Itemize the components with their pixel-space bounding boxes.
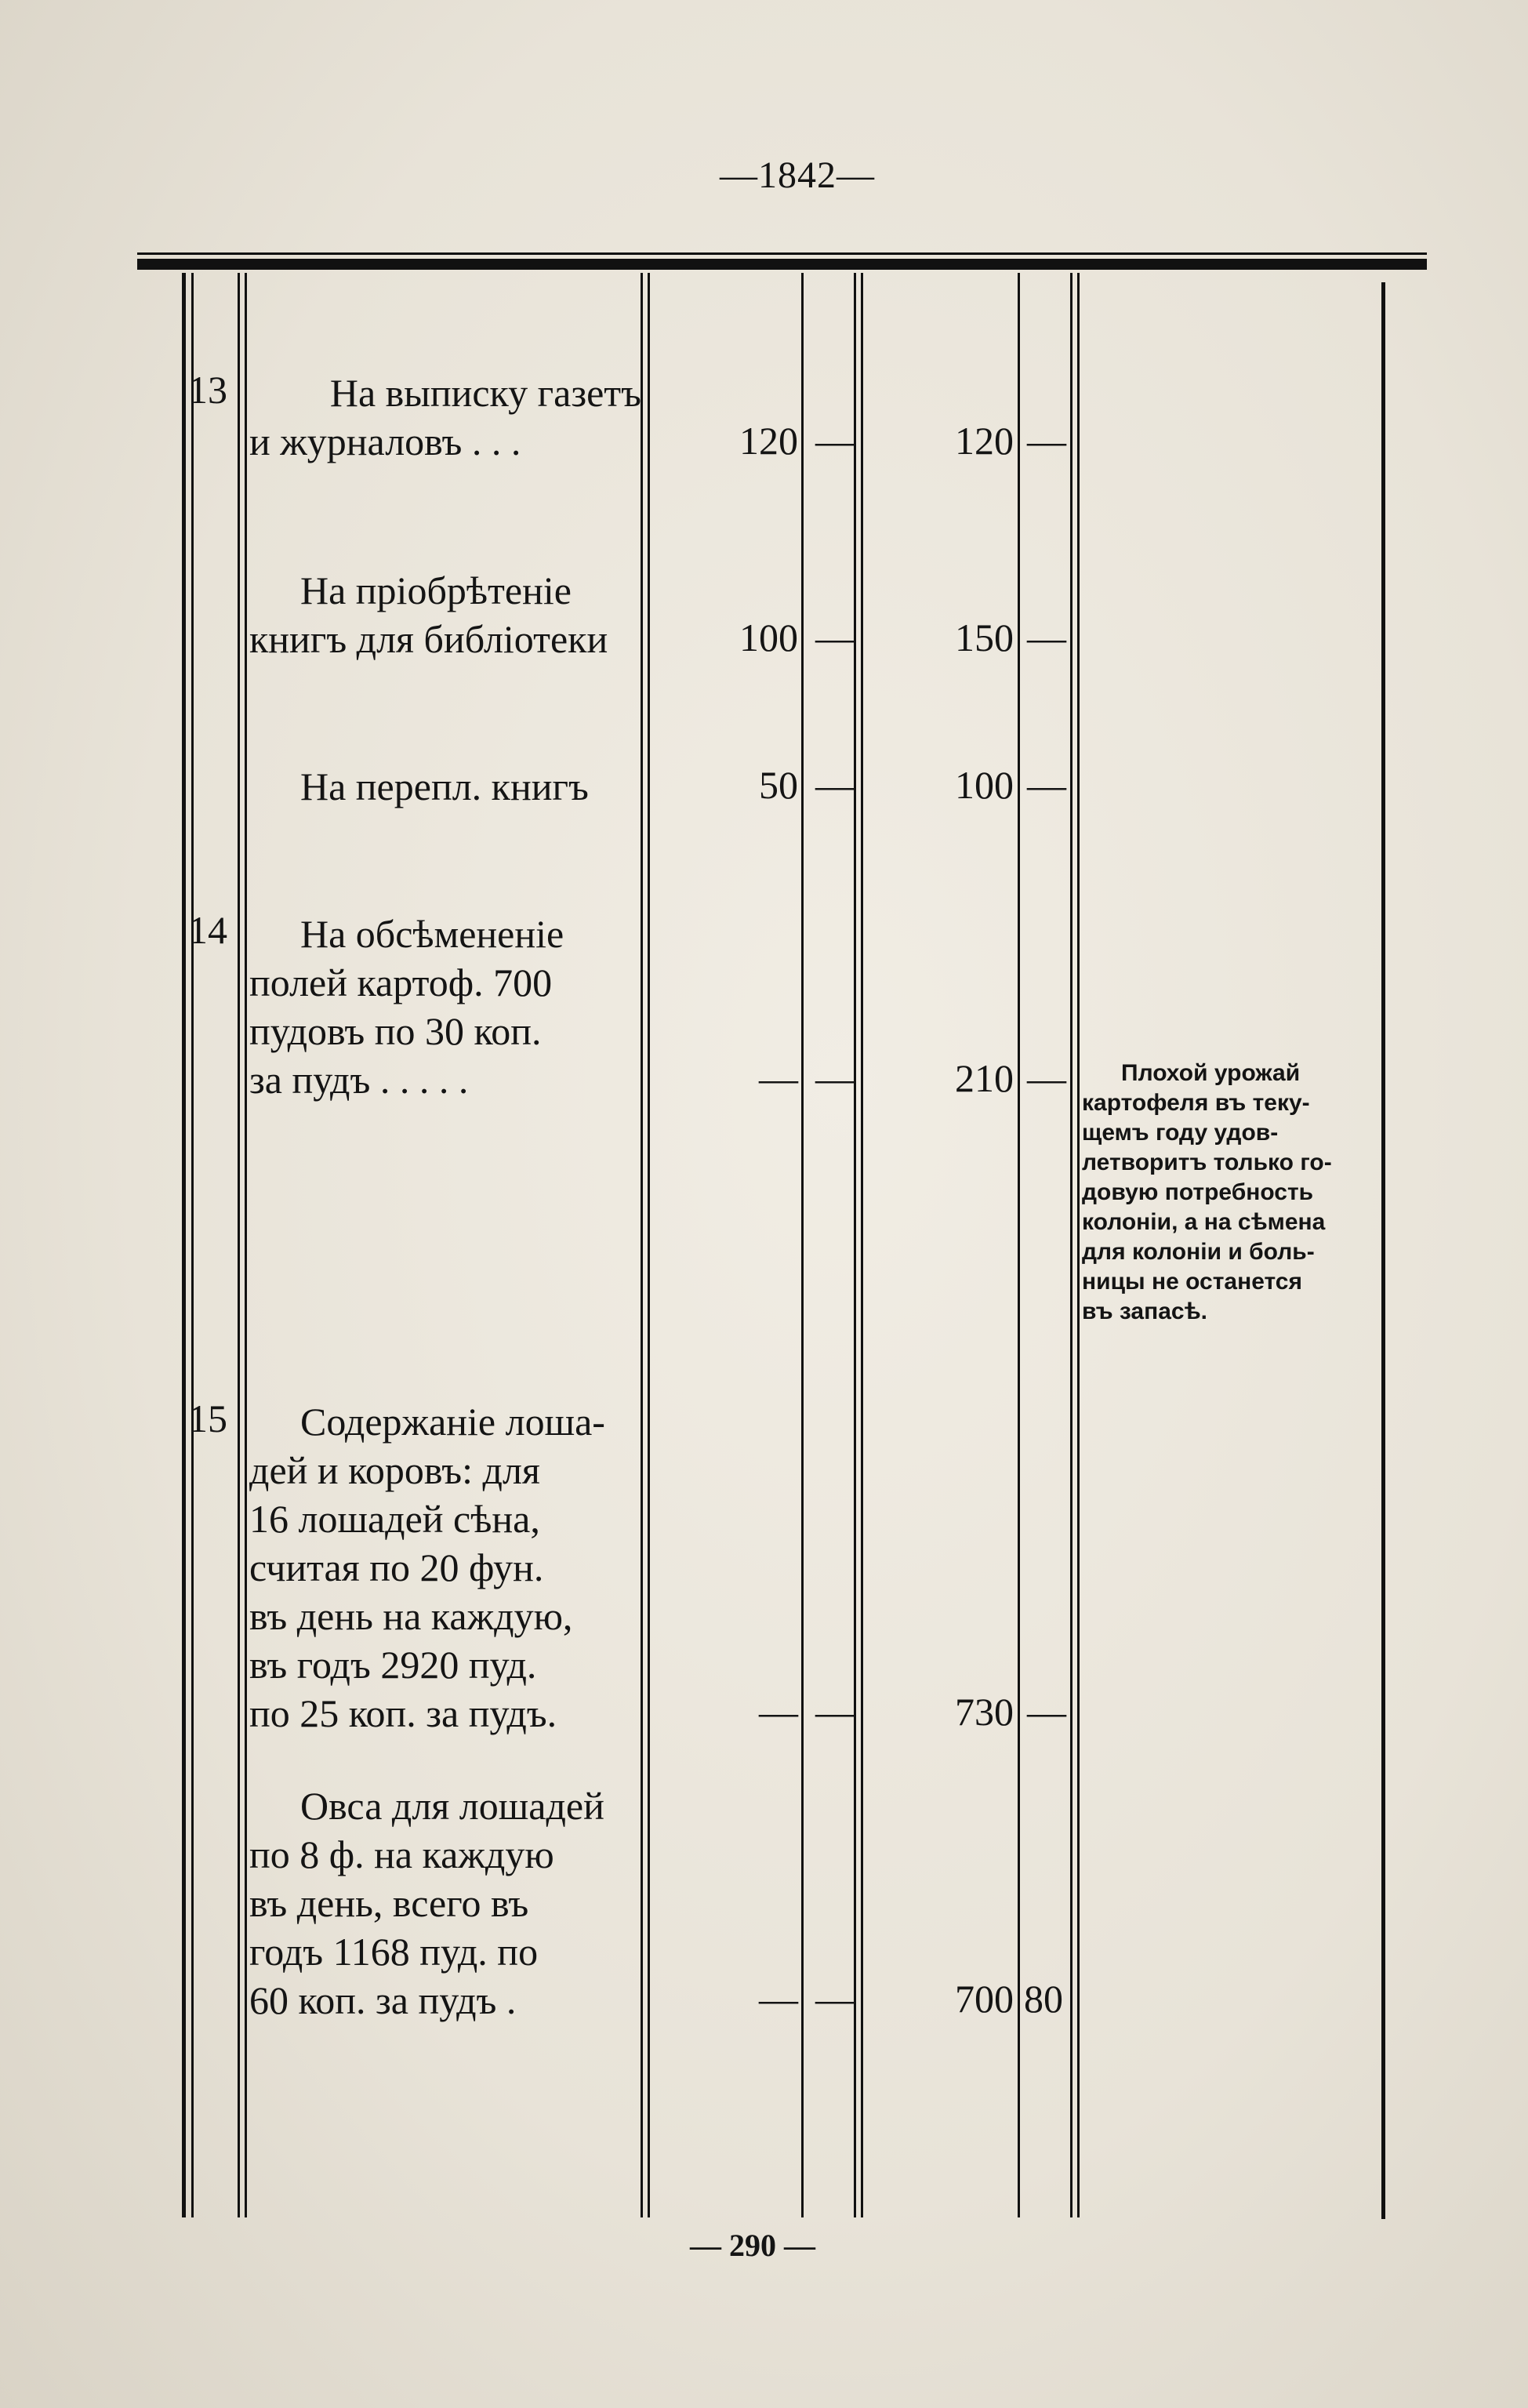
col-rule-arub — [801, 273, 804, 2217]
col-rule-bkop-1 — [1070, 273, 1073, 2217]
row-oats-b-rub: 700 — [955, 1977, 1014, 2021]
row-14-b-rub: 210 — [955, 1056, 1014, 1100]
row-books-a-rub: 100 — [739, 616, 798, 659]
row-14-line-4: за пудъ . . . . . — [249, 1058, 469, 1102]
row-oats-line-1: Овса для лошадей — [300, 1784, 604, 1828]
row-number-15: 15 — [188, 1396, 227, 1440]
col-rule-left-1 — [182, 273, 186, 2217]
row-15-line-4: считая по 20 фун. — [249, 1545, 544, 1589]
row-14-line-1: На обсѣмененіе — [300, 912, 564, 956]
row-13-a-rub: 120 — [739, 419, 798, 463]
row-books-line-2: книгъ для библіотеки — [249, 617, 608, 661]
remark-line-4: летворитъ только го- — [1082, 1150, 1332, 1175]
row-binding-a-kop: — — [815, 763, 855, 807]
row-15-b-rub: 730 — [955, 1690, 1014, 1734]
row-binding-a-rub: 50 — [759, 763, 798, 807]
row-books-b-rub: 150 — [955, 616, 1014, 659]
row-oats-line-3: въ день, всего въ — [249, 1881, 529, 1925]
row-15-line-5: въ день на каждую, — [249, 1594, 573, 1638]
row-books-b-kop: — — [1027, 616, 1066, 659]
row-14-b-kop: — — [1027, 1056, 1066, 1100]
row-oats-description — [249, 1781, 641, 2025]
row-14-remark — [1082, 1059, 1378, 1327]
row-13-a-kop: — — [815, 419, 855, 463]
row-number-13: 13 — [188, 368, 227, 412]
remark-line-6: колоніи, а на сѣмена — [1082, 1209, 1326, 1235]
row-oats-a-rub: — — [759, 1977, 798, 2021]
col-rule-num-1 — [238, 273, 240, 2217]
row-binding-b-kop: — — [1027, 763, 1066, 807]
row-14-a-rub: — — [759, 1056, 798, 1100]
row-15-line-1: Содержаніе лоша- — [300, 1400, 605, 1444]
row-15-a-kop: — — [815, 1690, 855, 1734]
row-15-description — [249, 1397, 641, 1738]
remark-line-2: картофеля въ теку- — [1082, 1090, 1310, 1116]
row-15-a-rub: — — [759, 1690, 798, 1734]
row-oats-a-kop: — — [815, 1977, 855, 2021]
remark-line-9: въ запасѣ. — [1082, 1298, 1208, 1324]
col-rule-right — [1381, 282, 1385, 2219]
row-oats-line-2: по 8 ф. на каждую — [249, 1832, 554, 1876]
row-14-line-2: полей картоф. 700 — [249, 961, 553, 1004]
col-rule-text-2 — [648, 273, 650, 2217]
row-14-line-3: пудовъ по 30 коп. — [249, 1009, 542, 1053]
row-13-line-2: и журналовъ . . . — [249, 419, 521, 463]
row-14-description — [249, 910, 641, 1104]
col-rule-bkop-2 — [1077, 273, 1080, 2217]
col-rule-num-2 — [245, 273, 247, 2217]
col-rule-brub — [1018, 273, 1020, 2217]
row-15-line-3: 16 лошадей сѣна, — [249, 1497, 540, 1541]
row-15-line-2: дей и коровъ: для — [249, 1448, 540, 1492]
row-oats-line-4: годъ 1168 пуд. по — [249, 1930, 539, 1974]
row-15-line-7: по 25 коп. за пудъ. — [249, 1691, 557, 1735]
row-15-b-kop: — — [1027, 1690, 1066, 1734]
row-binding-description — [300, 762, 589, 811]
col-rule-akop-2 — [861, 273, 863, 2217]
col-rule-akop-1 — [854, 273, 856, 2217]
row-13-b-kop: — — [1027, 419, 1066, 463]
row-13-line-1: На выписку газетъ — [329, 371, 641, 415]
top-rule-thin — [137, 252, 1427, 255]
row-13-b-rub: 120 — [955, 419, 1014, 463]
remark-line-1: Плохой урожай — [1121, 1060, 1301, 1086]
row-books-a-kop: — — [815, 616, 855, 659]
row-oats-b-kop: 80 — [1024, 1977, 1063, 2021]
row-14-a-kop: — — [815, 1056, 855, 1100]
remark-line-7: для колоніи и боль- — [1082, 1239, 1315, 1265]
row-binding-b-rub: 100 — [955, 763, 1014, 807]
row-binding-line-1: На перепл. книгъ — [300, 765, 589, 808]
col-rule-left-2 — [191, 273, 194, 2217]
remark-line-3: щемъ году удов- — [1082, 1120, 1279, 1146]
row-number-14: 14 — [188, 908, 227, 952]
row-books-line-1: На пріобрѣтеніе — [300, 568, 572, 612]
page-number: — 290 — — [690, 2228, 815, 2263]
top-rule-thick — [137, 259, 1427, 270]
row-books-description — [249, 566, 641, 663]
page-folio: —1842— — [720, 154, 875, 196]
row-15-line-6: въ годъ 2920 пуд. — [249, 1643, 537, 1687]
remark-line-8: ницы не останется — [1082, 1269, 1302, 1295]
remark-line-5: довую потребность — [1082, 1179, 1314, 1205]
row-oats-line-5: 60 коп. за пудъ . — [249, 1978, 517, 2022]
row-13-description — [249, 369, 641, 466]
